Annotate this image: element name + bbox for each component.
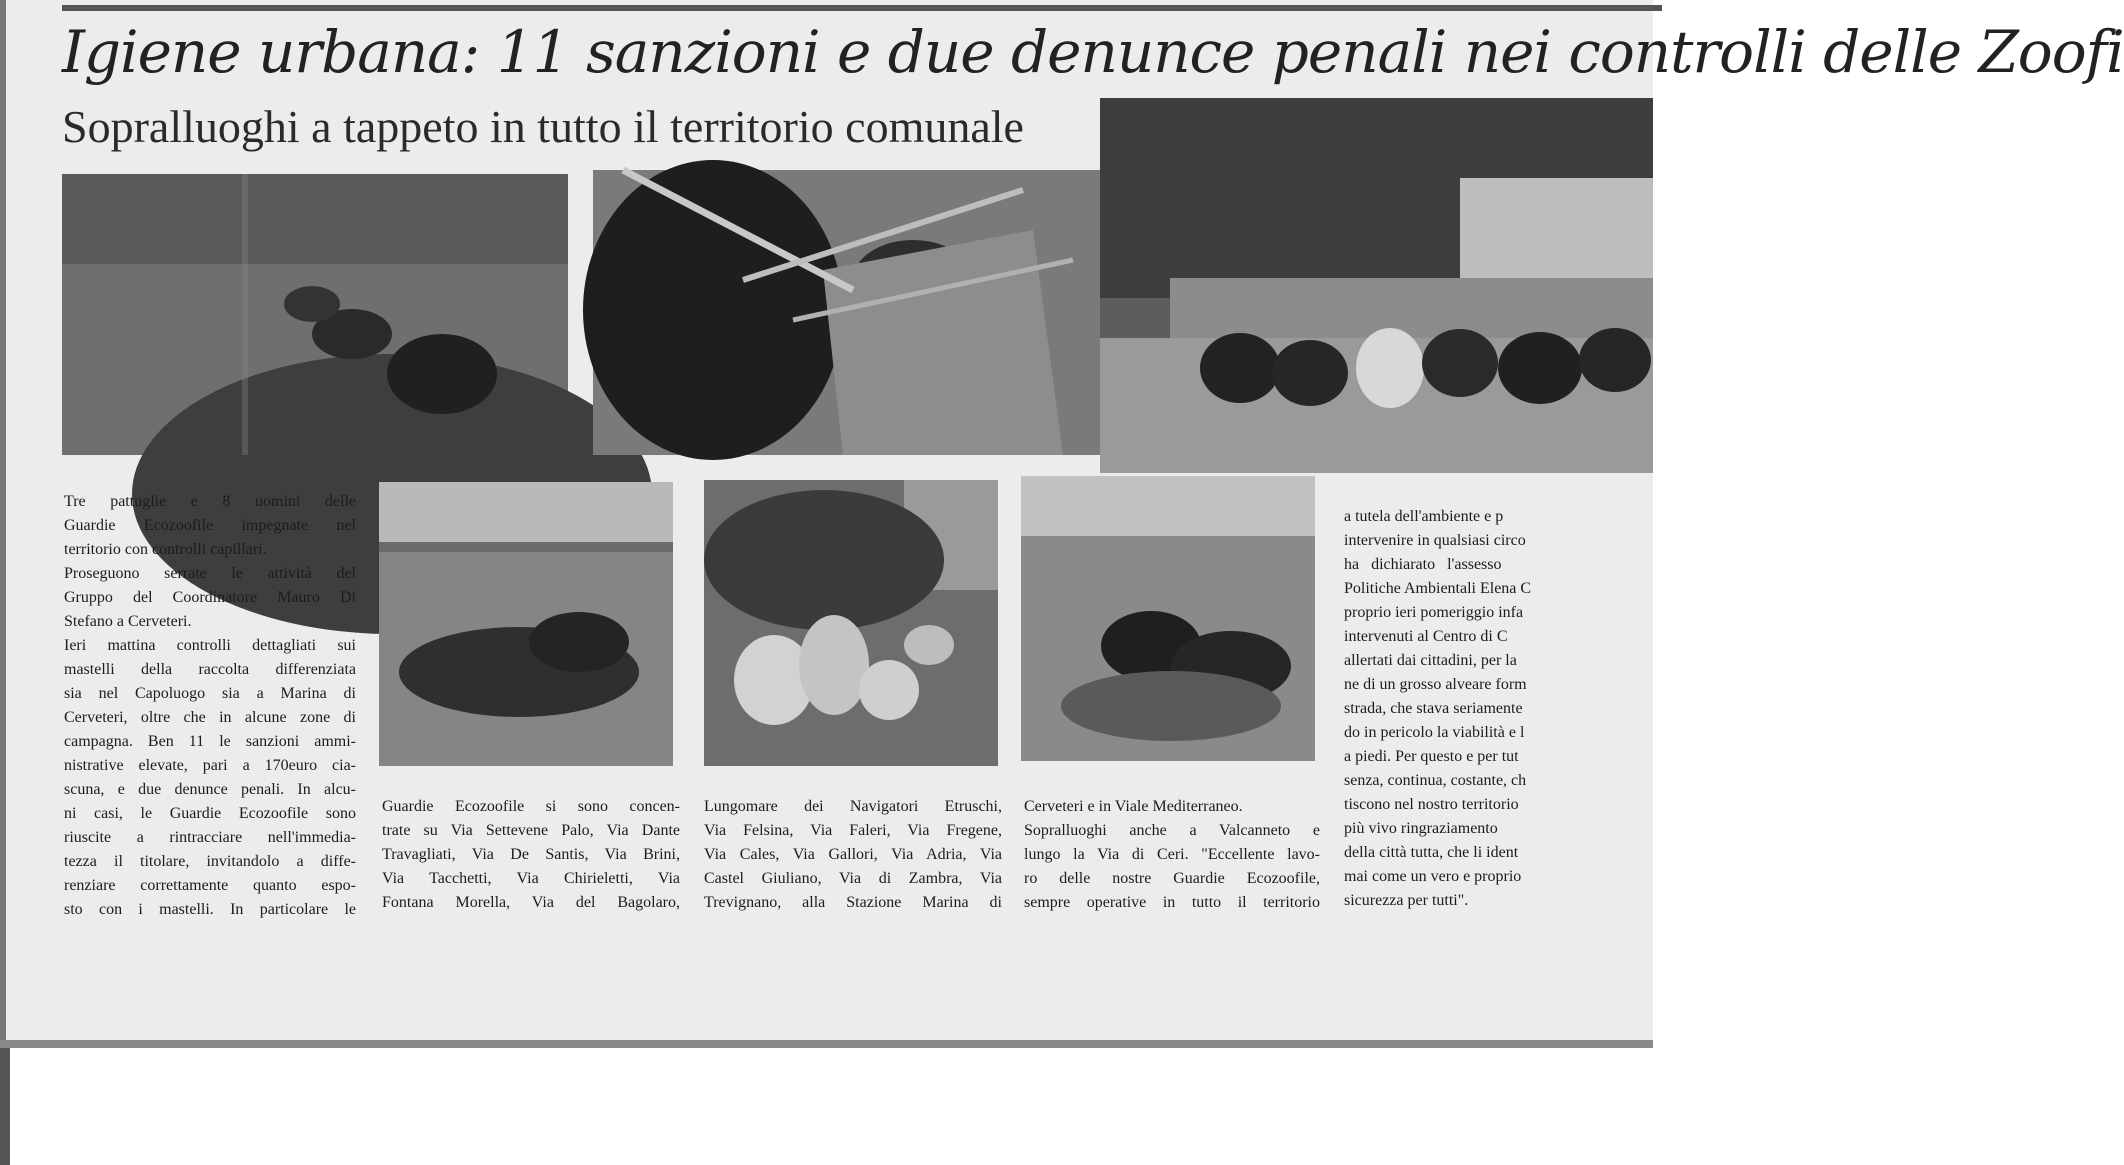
body-line: della città tutta, che li ident: [1344, 844, 1519, 861]
body-line: ha dichiarato l'assesso: [1344, 556, 1502, 573]
body-line: Fontana Morella, Via del Bagolaro,: [382, 894, 680, 911]
body-line: trate su Via Settevene Palo, Via Dante: [382, 822, 680, 839]
body-line: Sopralluoghi anche a Valcanneto e: [1024, 822, 1320, 839]
body-line: Cerveteri e in Viale Mediterraneo.: [1024, 798, 1243, 815]
body-line: Via Felsina, Via Faleri, Via Fregene,: [704, 822, 1002, 839]
photo-4: [379, 482, 673, 766]
body-line: campagna. Ben 11 le sanzioni ammi-: [64, 733, 356, 750]
body-line: sempre operative in tutto il territorio: [1024, 894, 1320, 911]
body-line: Guardie Ecozoofile si sono concen-: [382, 798, 680, 815]
body-line: nistrative elevate, pari a 170euro cia-: [64, 757, 356, 774]
body-line: Travagliati, Via De Santis, Via Brini,: [382, 846, 680, 863]
scan-edge-left: [0, 0, 6, 1040]
body-column-1: [64, 490, 356, 922]
body-line: strada, che stava seriamente: [1344, 700, 1523, 717]
photo-1: [62, 174, 568, 455]
scan-edge-bottom: [0, 1040, 1653, 1048]
body-column-2: [382, 795, 680, 915]
body-line: scuna, e due denunce penali. In alcu-: [64, 781, 356, 798]
body-line: ne di un grosso alveare form: [1344, 676, 1527, 693]
body-line: do in pericolo la viabilità e l: [1344, 724, 1525, 741]
body-line: più vivo ringraziamento: [1344, 820, 1498, 837]
body-line: Via Tacchetti, Via Chirieletti, Via: [382, 870, 680, 887]
body-line: Politiche Ambientali Elena C: [1344, 580, 1532, 597]
body-line: ni casi, le Guardie Ecozoofile sono: [64, 805, 356, 822]
body-line: Cerveteri, oltre che in alcune zone di: [64, 709, 356, 726]
body-line: Castel Giuliano, Via di Zambra, Via: [704, 870, 1002, 887]
body-line: Tre pattuglie e 8 uomini delle: [64, 493, 356, 510]
body-line: sicurezza per tutti".: [1344, 892, 1469, 909]
body-column-3: [704, 795, 1002, 915]
body-line: tiscono nel nostro territorio: [1344, 796, 1519, 813]
body-line: Stefano a Cerveteri.: [64, 613, 192, 630]
photo-6: [1021, 476, 1315, 761]
body-line: senza, continua, costante, ch: [1344, 772, 1527, 789]
body-line: a piedi. Per questo e per tut: [1344, 748, 1519, 765]
scan-edge-corner: [0, 1048, 10, 1165]
body-line: territorio con controlli capillari.: [64, 541, 267, 558]
photo-5: [704, 480, 998, 766]
body-line: intervenire in qualsiasi circo: [1344, 532, 1526, 549]
body-line: Gruppo del Coordinatore Mauro Di: [64, 589, 356, 606]
body-line: renziare correttamente quanto espo-: [64, 877, 356, 894]
body-line: ro delle nostre Guardie Ecozoofile,: [1024, 870, 1320, 887]
body-line: sto con i mastelli. In particolare le: [64, 901, 356, 918]
subheadline: Sopralluoghi a tappeto in tutto il territorio comunale: [62, 101, 1024, 152]
body-line: Lungomare dei Navigatori Etruschi,: [704, 798, 1002, 815]
body-line: allertati dai cittadini, per la: [1344, 652, 1517, 669]
body-line: sia nel Capoluogo sia a Marina di: [64, 685, 356, 702]
body-line: mai come un vero e proprio: [1344, 868, 1522, 885]
body-line: Via Cales, Via Gallori, Via Adria, Via: [704, 846, 1002, 863]
body-line: tezza il titolare, invitandolo a diffe-: [64, 853, 356, 870]
photo-3: [1100, 98, 1653, 473]
top-rule: [62, 5, 1662, 11]
body-line: intervenuti al Centro di C: [1344, 628, 1508, 645]
body-column-5: [1344, 505, 1653, 913]
body-line: Proseguono serrate le attività del: [64, 565, 356, 582]
body-line: riuscite a rintracciare nell'immedia-: [64, 829, 356, 846]
body-line: a tutela dell'ambiente e p: [1344, 508, 1504, 525]
body-line: Guardie Ecozoofile impegnate nel: [64, 517, 356, 534]
body-line: proprio ieri pomeriggio infa: [1344, 604, 1524, 621]
photo-2: [593, 170, 1103, 455]
body-column-4: [1024, 795, 1320, 915]
body-line: Ieri mattina controlli dettagliati sui: [64, 637, 356, 654]
body-line: mastelli della raccolta differenziata: [64, 661, 356, 678]
body-line: lungo la Via di Ceri. "Eccellente lavo-: [1024, 846, 1320, 863]
body-line: Trevignano, alla Stazione Marina di: [704, 894, 1002, 911]
headline: Igiene urbana: 11 sanzioni e due denunce penali nei controlli delle Zoofi: [62, 18, 2124, 86]
